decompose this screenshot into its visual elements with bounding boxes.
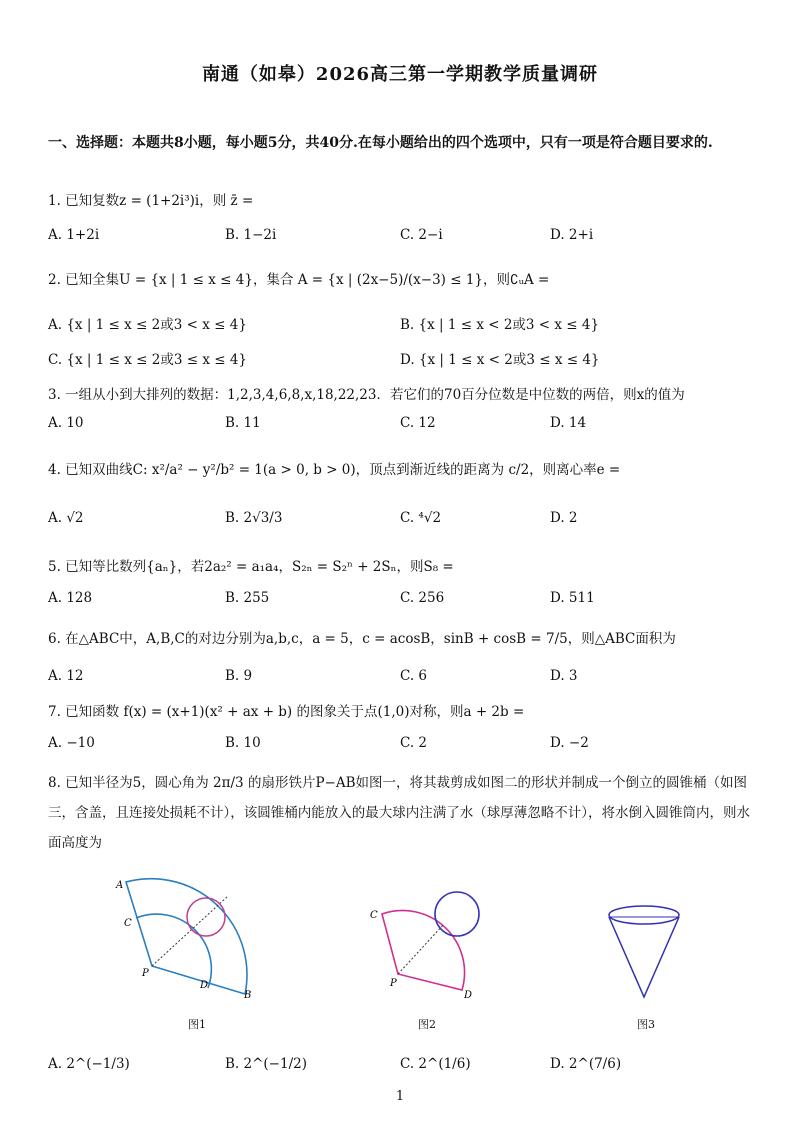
figure-2-caption: 图2: [418, 1018, 436, 1031]
question-6-stem: 6. 在△ABC中，A,B,C的对边分别为a,b,c，a = 5，c = acosB，sinB + cosB = 7/5，则△ABC面积为: [48, 631, 676, 647]
q7-option-c: C. 2: [400, 735, 428, 751]
label-b: B: [244, 990, 252, 1001]
q5-option-d: D. 511: [550, 590, 595, 606]
label-d: D: [200, 980, 209, 991]
page-title: 南通（如皋）2026高三第一学期教学质量调研: [201, 64, 599, 85]
q2-option-a: A. {x | 1 ≤ x ≤ 2或3 < x ≤ 4}: [48, 317, 247, 333]
q7-option-b: B. 10: [225, 735, 261, 751]
label-c: C: [370, 910, 378, 921]
label-d: D: [464, 990, 473, 1001]
figure-1: [110, 870, 280, 1010]
question-8-stem: 8. 已知半径为5，圆心角为 2π/3 的扇形铁片P−AB如图一，将其裁剪成如图二的形状并制成一个倒立的圆锥桶（如图三，含盖，且连接处损耗不计），该圆锥桶内能放入的最大球内注满了水（球厚薄忽略不计），将水倒入圆锥筒内，则水面高度为: [48, 775, 750, 851]
q2-option-c: C. {x | 1 ≤ x ≤ 2或3 ≤ x ≤ 4}: [48, 352, 248, 368]
q3-option-d: D. 14: [550, 415, 587, 431]
q7-option-a: A. −10: [48, 735, 95, 751]
q3-option-c: C. 12: [400, 415, 436, 431]
section-heading: 一、选择题：本题共8小题，每小题5分，共40分.在每小题给出的四个选项中，只有一项是符合题目要求的.: [48, 135, 713, 151]
q6-option-a: A. 12: [48, 668, 84, 684]
inscribed-circle: [187, 898, 225, 936]
q5-option-c: C. 256: [400, 590, 445, 606]
q5-option-a: A. 128: [48, 590, 93, 606]
q1-option-a: A. 1+2i: [48, 227, 100, 243]
question-5-stem: 5. 已知等比数列{aₙ}，若2a₂² = a₁a₄，S₂ₙ = S₂ⁿ + 2Sₙ，则S₈ =: [48, 559, 454, 575]
q8-option-a: A. 2^(−1/3): [48, 1056, 130, 1072]
q4-option-d: D. 2: [550, 510, 578, 526]
bisector: [398, 924, 444, 974]
figure-3-caption: 图3: [637, 1018, 655, 1031]
q8-option-d: D. 2^(7/6): [550, 1056, 622, 1072]
q3-option-b: B. 11: [225, 415, 261, 431]
q6-option-d: D. 3: [550, 668, 578, 684]
q4-option-a: A. √2: [48, 510, 84, 526]
q3-option-a: A. 10: [48, 415, 84, 431]
question-2-stem: 2. 已知全集U = {x | 1 ≤ x ≤ 4}，集合 A = {x | (2x−5)/(x−3) ≤ 1}，则∁ᵤA =: [48, 272, 550, 288]
page-number: 1: [395, 1089, 405, 1104]
q1-option-c: C. 2−i: [400, 227, 443, 243]
q4-option-c: C. ⁴√2: [400, 510, 442, 526]
cone-body: [609, 917, 679, 997]
figure-1-caption: 图1: [188, 1018, 206, 1031]
q8-option-b: B. 2^(−1/2): [225, 1056, 307, 1072]
figure-3: [600, 895, 690, 1005]
question-1-stem: 1. 已知复数z = (1+2i³)i，则 z̄ =: [48, 193, 254, 209]
question-4-stem: 4. 已知双曲线C: x²/a² − y²/b² = 1(a > 0, b > 0)，顶点到渐近线的距离为 c/2，则离心率e =: [48, 462, 621, 478]
figure-2: [360, 880, 510, 1010]
q5-option-b: B. 255: [225, 590, 270, 606]
q4-option-b: B. 2√3/3: [225, 510, 283, 526]
q6-option-b: B. 9: [225, 668, 253, 684]
q2-option-b: B. {x | 1 ≤ x < 2或3 < x ≤ 4}: [400, 317, 600, 333]
label-a: A: [116, 880, 124, 891]
q7-option-d: D. −2: [550, 735, 589, 751]
q2-option-d: D. {x | 1 ≤ x < 2或3 ≤ x ≤ 4}: [400, 352, 600, 368]
cone-lid: [609, 906, 679, 924]
question-3-stem: 3. 一组从小到大排列的数据：1,2,3,4,6,8,x,18,22,23．若它们的70百分位数是中位数的两倍，则x的值为: [48, 387, 685, 403]
question-7-stem: 7. 已知函数 f(x) = (x+1)(x² + ax + b) 的图象关于点(1,0)对称，则a + 2b =: [48, 704, 525, 720]
q1-option-d: D. 2+i: [550, 227, 594, 243]
label-p: P: [142, 968, 149, 979]
q6-option-c: C. 6: [400, 668, 428, 684]
label-c: C: [124, 918, 132, 929]
q8-option-c: C. 2^(1/6): [400, 1056, 471, 1072]
label-p: P: [390, 978, 397, 989]
base-circle: [435, 892, 479, 936]
q1-option-b: B. 1−2i: [225, 227, 277, 243]
